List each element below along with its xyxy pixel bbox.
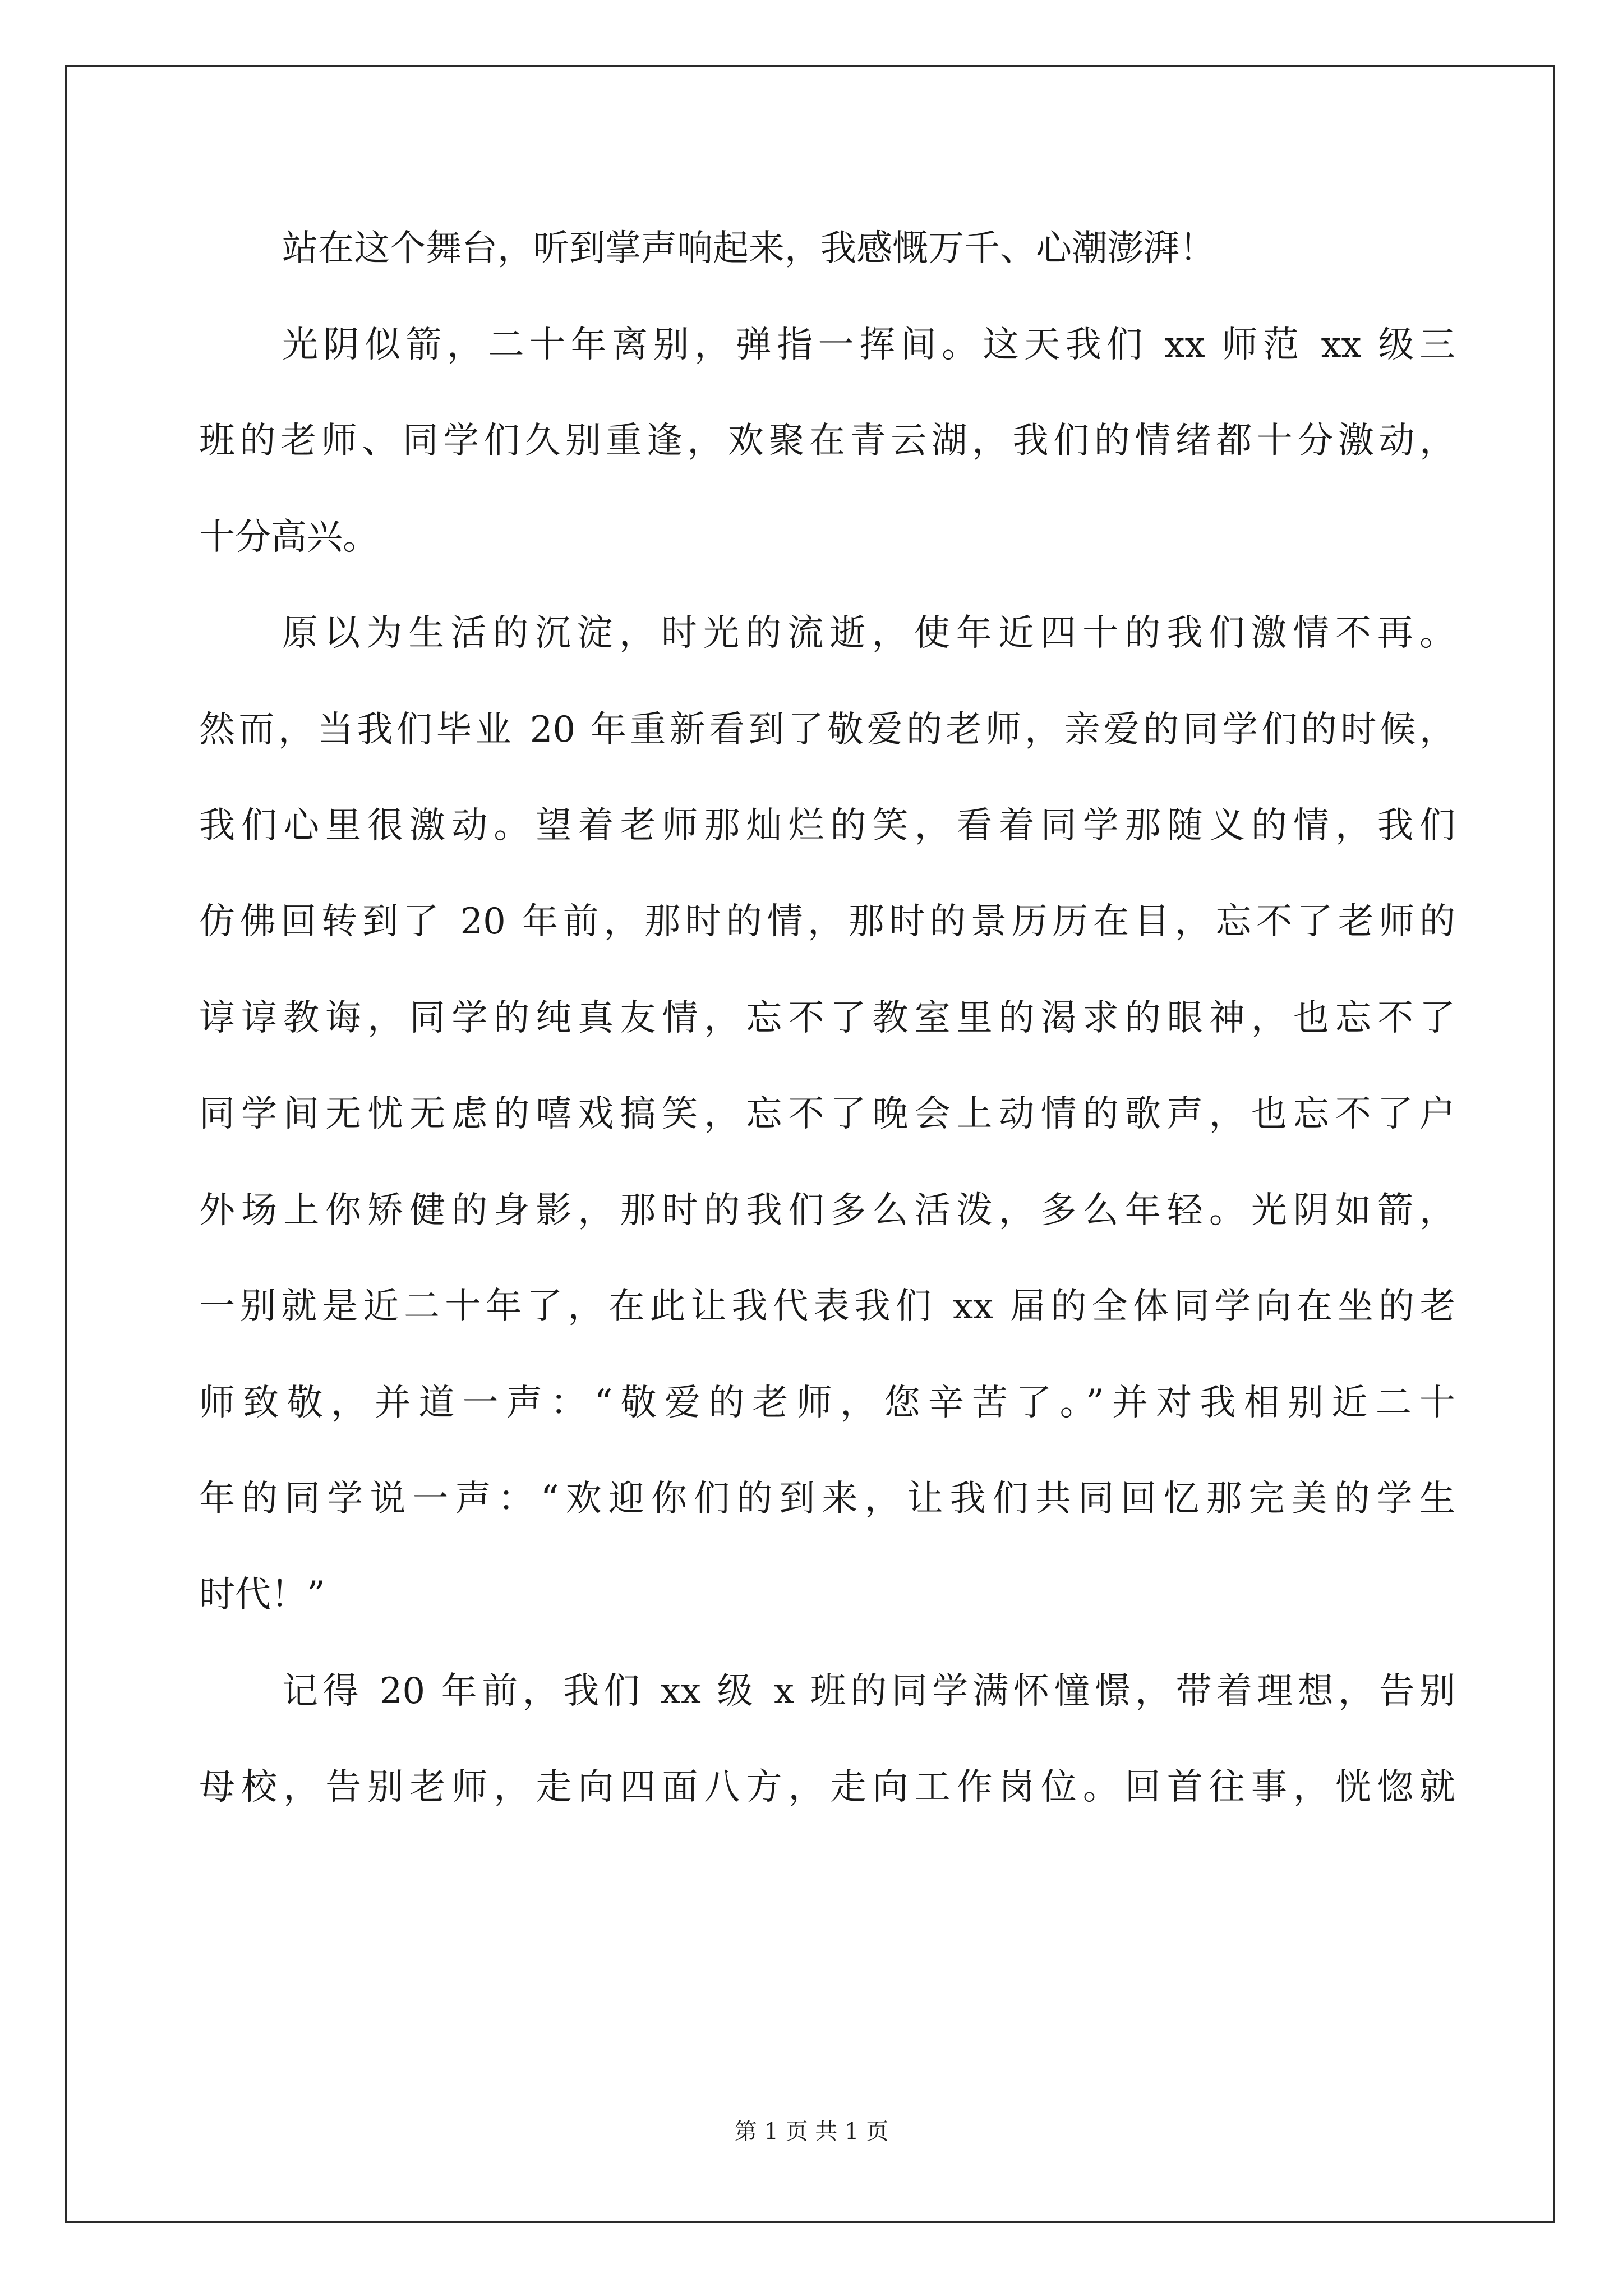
paragraph-2-line-3: 十分高兴。 [199, 517, 379, 558]
paragraph-3-line-6: 同学间无忧无虑的嘻戏搞笑，忘不了晚会上动情的歌声，也忘不了户 [199, 1093, 1455, 1135]
paragraph-3-line-11: 时代！” [199, 1574, 325, 1616]
page-number-footer: 第 1 页 共 1 页 [734, 2119, 889, 2145]
paragraph-3-line-7: 外场上你矫健的身影，那时的我们多么活泼，多么年轻。光阴如箭， [199, 1190, 1455, 1231]
paragraph-1-line-1: 站在这个舞台，听到掌声响起来，我感慨万千、心潮澎湃！ [282, 228, 1215, 269]
paragraph-3-line-9: 师致敬，并道一声：“敬爱的老师，您辛苦了。”并对我相别近二十 [199, 1382, 1455, 1424]
paragraph-3-line-8: 一别就是近二十年了，在此让我代表我们 xx 届的全体同学向在坐的老 [199, 1286, 1455, 1327]
paragraph-3-line-1: 原以为生活的沉淀，时光的流逝，使年近四十的我们激情不再。 [282, 613, 1455, 654]
paragraph-4-line-1: 记得 20 年前，我们 xx 级 x 班的同学满怀憧憬，带着理想，告别 [282, 1671, 1455, 1712]
page-border [65, 65, 1555, 2223]
paragraph-3-line-5: 谆谆教诲，同学的纯真友情，忘不了教室里的渴求的眼神，也忘不了 [199, 997, 1455, 1039]
paragraph-4-line-2: 母校，告别老师，走向四面八方，走向工作岗位。回首往事，恍惚就 [199, 1766, 1455, 1808]
paragraph-3-line-10: 年的同学说一声：“欢迎你们的到来，让我们共同回忆那完美的学生 [199, 1478, 1455, 1520]
paragraph-2-line-2: 班的老师、同学们久别重逢，欢聚在青云湖，我们的情绪都十分激动， [199, 420, 1455, 462]
paragraph-2-line-1: 光阴似箭，二十年离别，弹指一挥间。这天我们 xx 师范 xx 级三 [282, 324, 1455, 366]
paragraph-3-line-2: 然而，当我们毕业 20 年重新看到了敬爱的老师，亲爱的同学们的时候， [199, 709, 1455, 751]
paragraph-3-line-3: 我们心里很激动。望着老师那灿烂的笑，看着同学那随义的情，我们 [199, 805, 1455, 846]
paragraph-3-line-4: 仿佛回转到了 20 年前，那时的情，那时的景历历在目，忘不了老师的 [199, 901, 1455, 942]
